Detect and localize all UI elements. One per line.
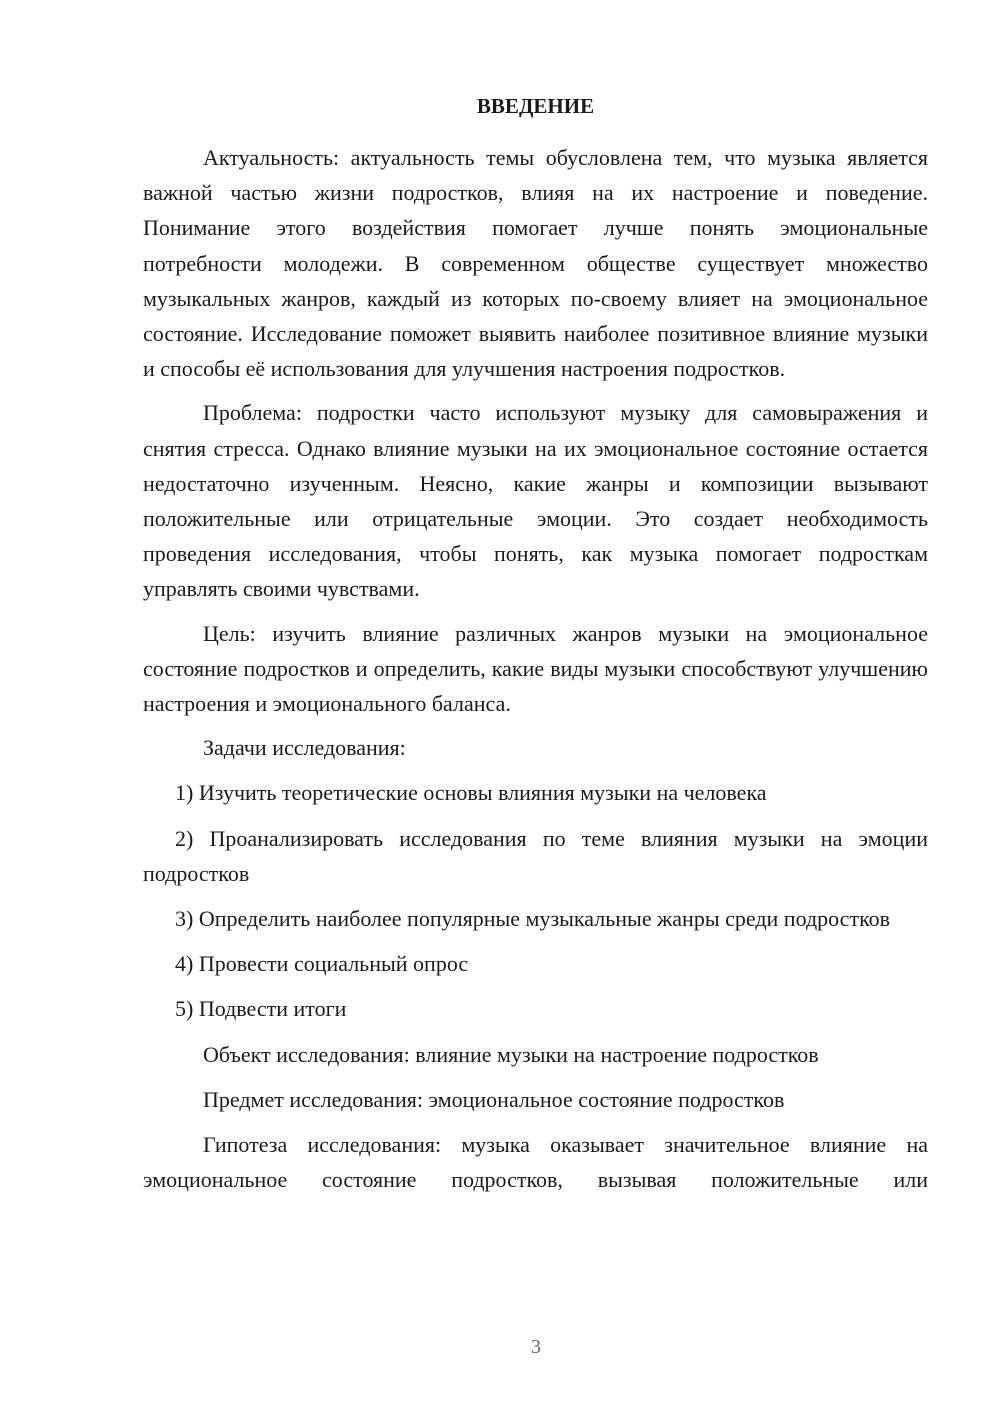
object-paragraph: Объект исследования: влияние музыки на настроение подростков: [203, 1041, 819, 1067]
section-heading: ВВЕДЕНИЕ: [476, 94, 595, 118]
task-item-4: 4) Провести социальный опрос: [175, 951, 469, 977]
hypothesis-paragraph: Гипотеза исследования: музыка оказывает значительное влияние на эмоциональное состояние подростков, вызывая положительные или: [143, 1132, 928, 1193]
task-item-5: 5) Подвести итоги: [175, 996, 347, 1022]
page-number: 3: [531, 1336, 541, 1358]
task-item-2: 2) Проанализировать исследования по теме влияния музыки на эмоции подростков: [143, 825, 928, 886]
task-item-1: 1) Изучить теоретические основы влияния музыки на человека: [175, 780, 767, 806]
relevance-paragraph: Актуальность: актуальность темы обусловлена тем, что музыка является важной частью жизни подростков, влияя на их настроение и поведение. Понимание этого воздействия помогает лучше понять эмоциональные потребности молодежи. В современном обществе существует множество музыкальных жанров, каждый из которых по-своему влияет на эмоциональное состояние. Исследование поможет выявить наиболее позитивное влияние музыки и способы её использования для улучшения настроения подростков.: [143, 145, 928, 382]
page-content: [143, 92, 928, 1206]
problem-paragraph: Проблема: подростки часто используют музыку для самовыражения и снятия стресса. Однако влияние музыки на их эмоциональное состояние остается недостаточно изученным. Неясно, какие жанры и композиции вызывают положительные или отрицательные эмоции. Это создает необходимость проведения исследования, чтобы понять, как музыка помогает подросткам управлять своими чувствами.: [143, 400, 928, 602]
subject-paragraph: Предмет исследования: эмоциональное состояние подростков: [203, 1086, 785, 1112]
task-item-3: 3) Определить наиболее популярные музыкальные жанры среди подростков: [175, 906, 891, 932]
goal-paragraph: Цель: изучить влияние различных жанров музыки на эмоциональное состояние подростков и определить, какие виды музыки способствуют улучшению настроения и эмоционального баланса.: [143, 620, 928, 717]
tasks-title: Задачи исследования:: [203, 735, 406, 761]
